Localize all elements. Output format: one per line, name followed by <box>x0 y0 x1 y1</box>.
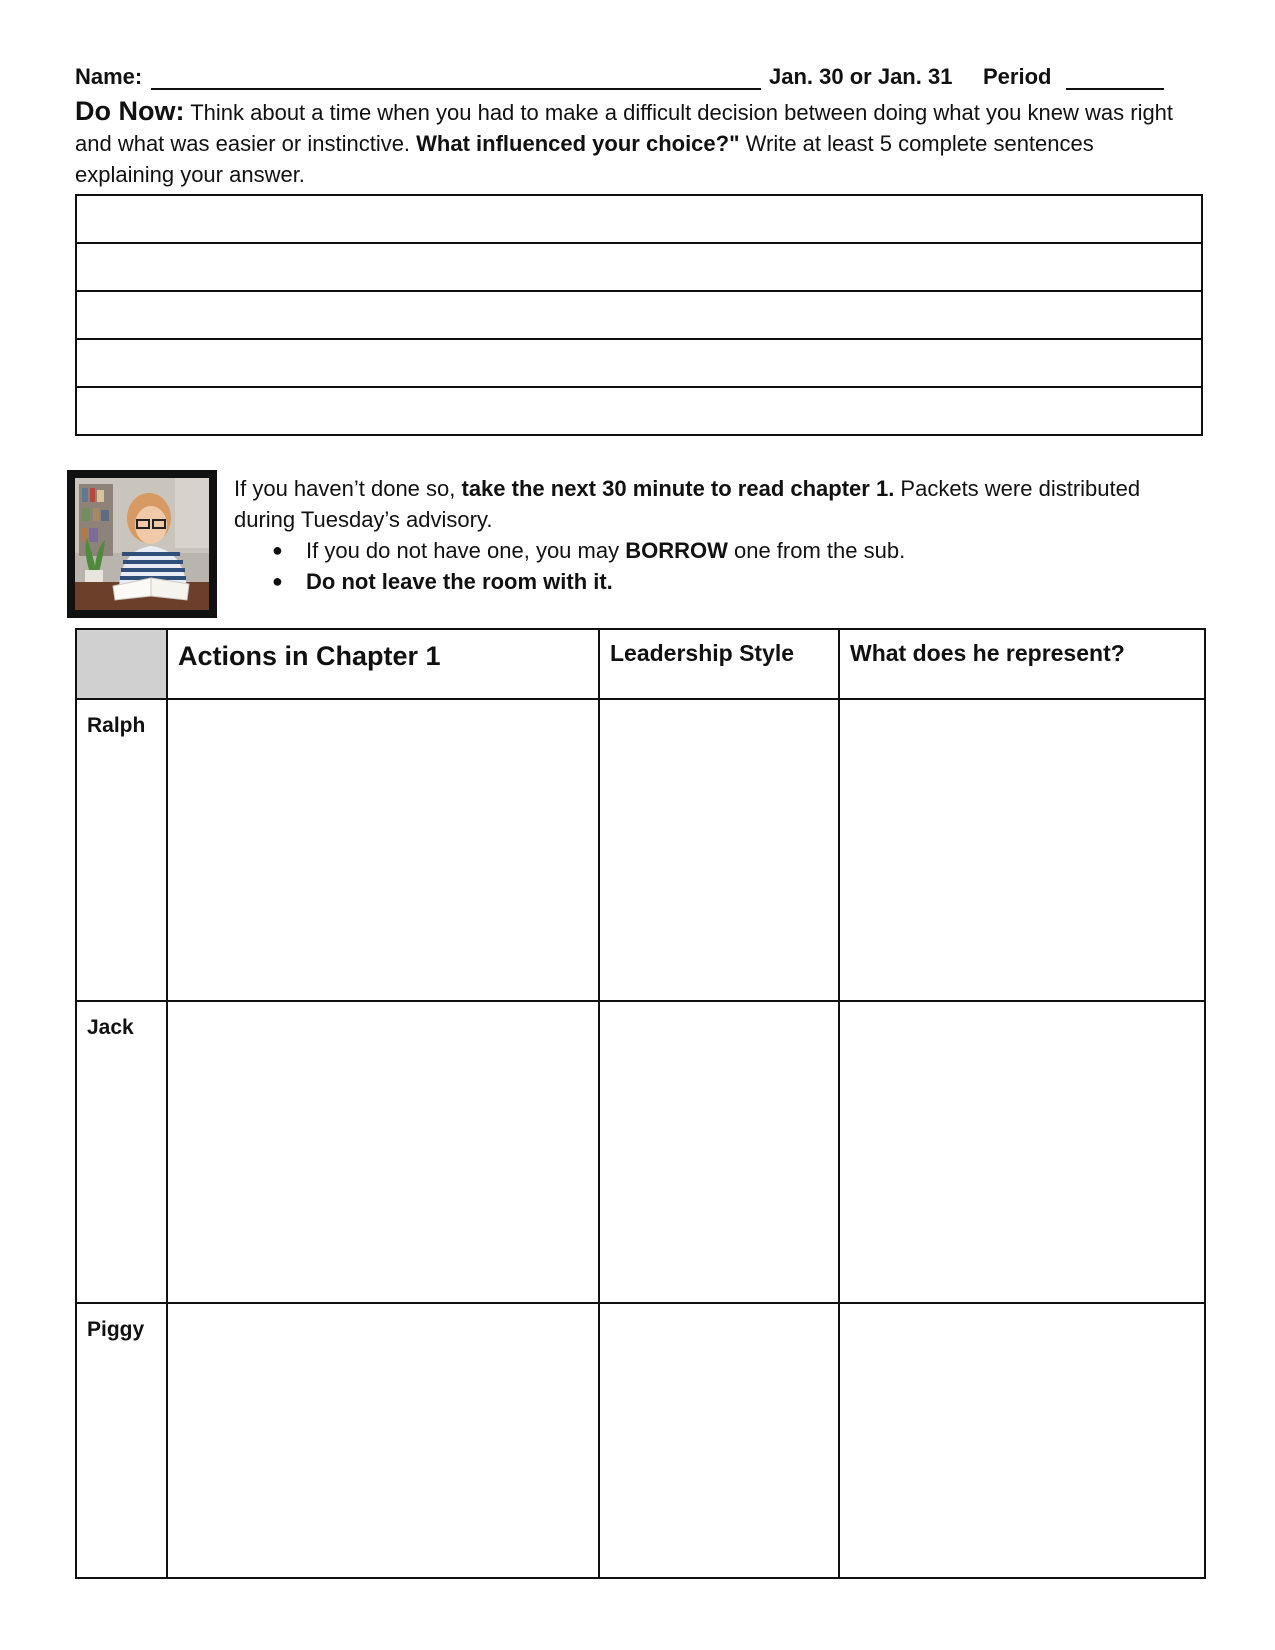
reading-intro-end: Packets were distributed during Tuesday’s advisory. <box>234 476 1141 532</box>
bullet-dot-icon: ● <box>272 571 283 591</box>
cell-ralph-actions[interactable] <box>167 699 599 1001</box>
bullet-borrow <box>272 535 1194 566</box>
header-line <box>75 64 1175 94</box>
reading-intro-text: If you haven’t done so, <box>234 476 462 501</box>
do-now-text-1: Think about a time when you had to make a difficult decision between doing what you knew was right and what was easier or instinctive. <box>75 100 1174 156</box>
chart-header-row <box>76 629 1205 699</box>
cell-ralph-leadership[interactable] <box>599 699 839 1001</box>
cell-piggy-actions[interactable] <box>167 1303 599 1578</box>
reading-girl-photo <box>75 478 209 610</box>
chart-row-piggy <box>76 1303 1205 1578</box>
reading-photo-frame <box>67 470 217 618</box>
answer-line[interactable] <box>76 387 1202 435</box>
cell-jack-actions[interactable] <box>167 1001 599 1303</box>
answer-line[interactable] <box>76 195 1202 243</box>
do-now-prompt <box>75 96 1195 190</box>
do-now-question: What influenced your choice?" <box>416 131 740 156</box>
cell-ralph-represent[interactable] <box>839 699 1205 1001</box>
row-label-piggy: Piggy <box>76 1303 167 1578</box>
header-represent: What does he represent? <box>839 629 1205 699</box>
answer-lines <box>75 194 1203 436</box>
bullet-dot-icon: ● <box>272 540 283 560</box>
row-label-jack: Jack <box>76 1001 167 1303</box>
reading-intro-bold: take the next 30 minute to read chapter 1. <box>461 476 895 501</box>
chart-corner-cell <box>76 629 167 699</box>
name-label: Name: <box>75 64 143 89</box>
do-now-label: Do Now: <box>75 96 185 126</box>
header-leadership: Leadership Style <box>599 629 839 699</box>
row-label-ralph: Ralph <box>76 699 167 1001</box>
reading-intro <box>234 473 1194 535</box>
cell-piggy-leadership[interactable] <box>599 1303 839 1578</box>
bullet-do-not-leave-text: Do not leave the room with it. <box>306 569 613 594</box>
bullet-do-not-leave <box>272 566 1194 597</box>
cell-jack-represent[interactable] <box>839 1001 1205 1303</box>
period-blank-line[interactable] <box>1066 88 1164 90</box>
chart-row-jack <box>76 1001 1205 1303</box>
do-now-text-2: Write at least 5 complete sentences explaining your answer. <box>75 131 1094 187</box>
answer-line[interactable] <box>76 291 1202 339</box>
header-actions: Actions in Chapter 1 <box>167 629 599 699</box>
character-chart <box>75 628 1206 1579</box>
reading-bullets <box>234 535 1194 597</box>
cell-jack-leadership[interactable] <box>599 1001 839 1303</box>
bullet-borrow-start: If you do not have one, you may <box>306 538 626 563</box>
cell-piggy-represent[interactable] <box>839 1303 1205 1578</box>
reading-instructions <box>234 473 1194 597</box>
bullet-borrow-end: one from the sub. <box>727 538 906 563</box>
name-blank-line[interactable] <box>151 88 761 90</box>
date-text: Jan. 30 or Jan. 31 <box>769 64 953 89</box>
bullet-borrow-bold: BORROW <box>625 538 728 563</box>
answer-line[interactable] <box>76 243 1202 291</box>
chart-row-ralph <box>76 699 1205 1001</box>
answer-line[interactable] <box>76 339 1202 387</box>
period-label: Period <box>983 64 1052 89</box>
